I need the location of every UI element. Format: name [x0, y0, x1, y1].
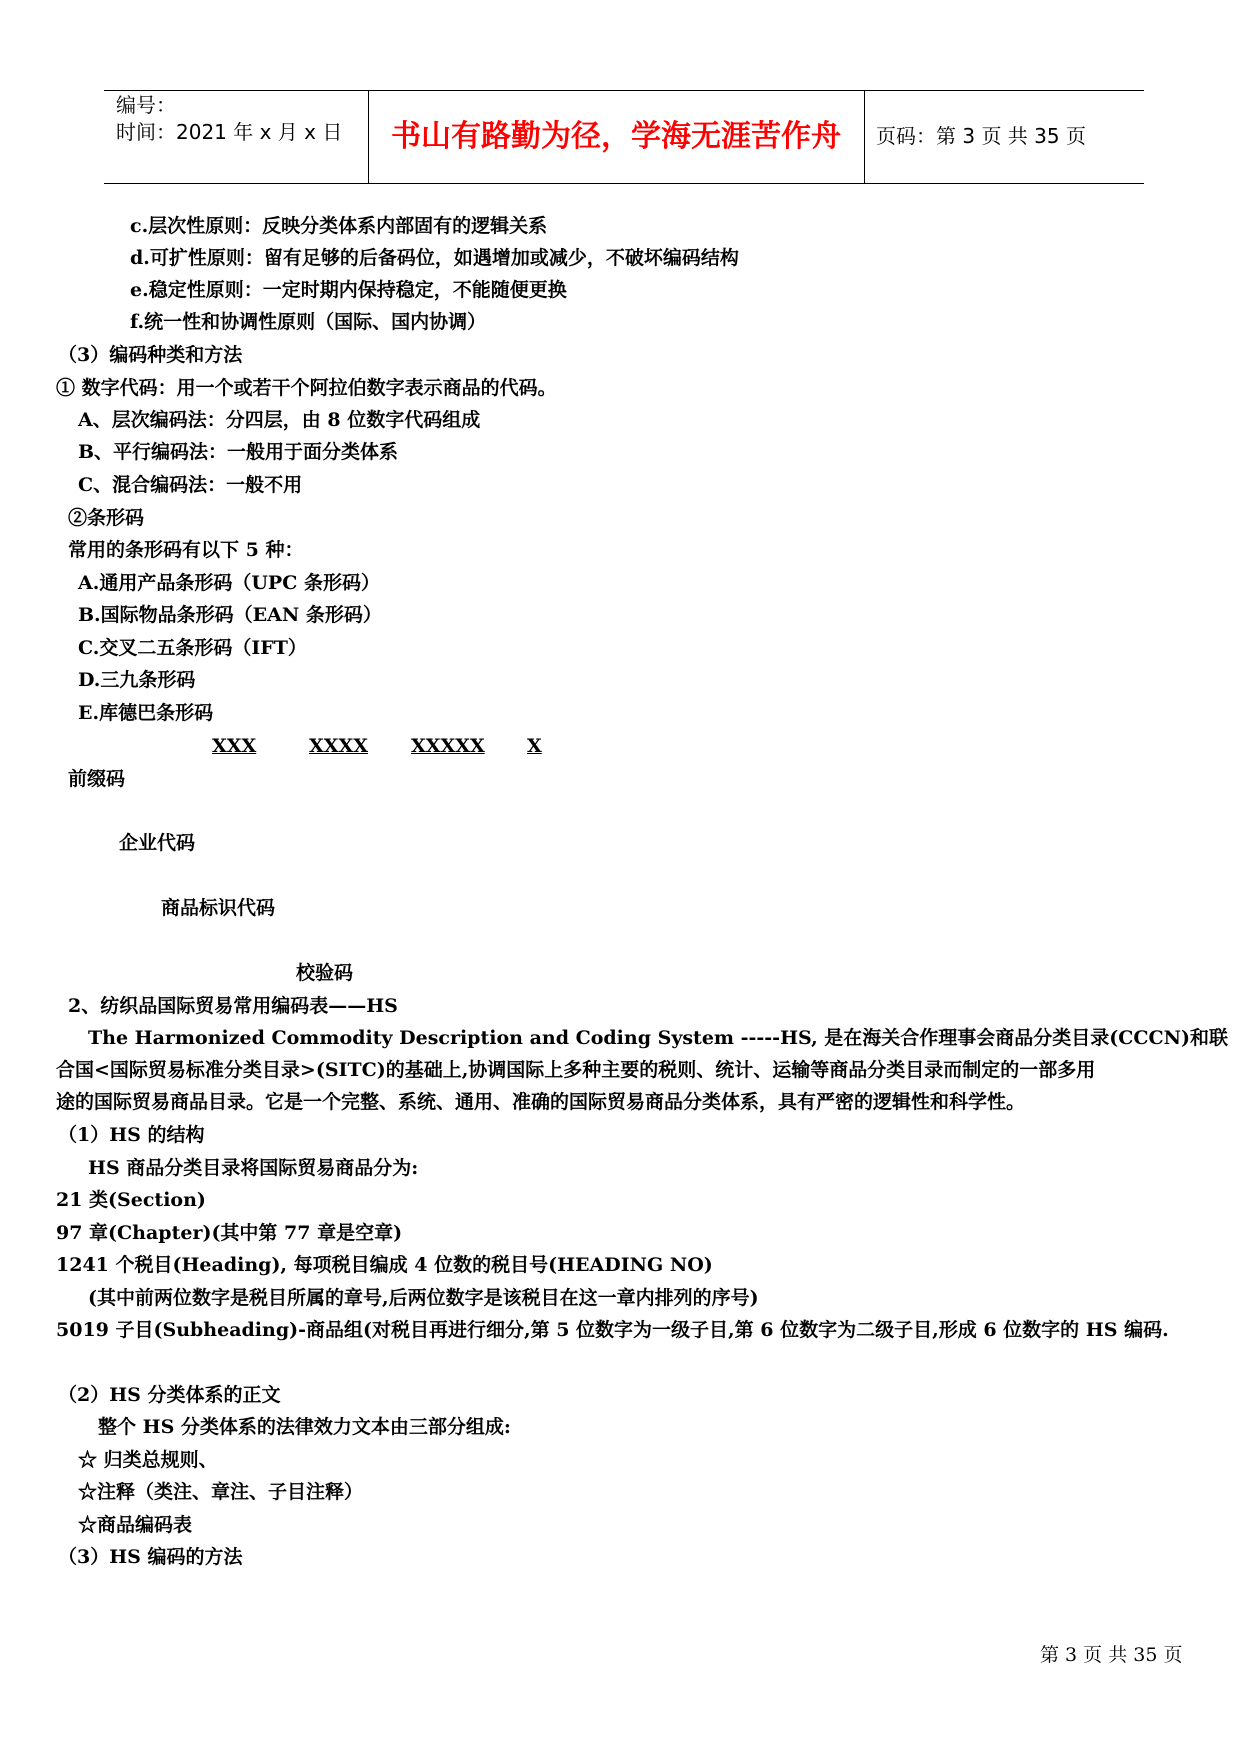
document-header: [104, 90, 1144, 184]
method-c: C、混合编码法：一般不用: [78, 474, 303, 496]
principle-c: c.层次性原则：反映分类体系内部固有的逻辑关系: [130, 215, 548, 237]
principle-d: d.可扩性原则：留有足够的后备码位，如遇增加或减少，不破坏编码结构: [130, 247, 739, 269]
hs-structure-heading: （1）HS 的结构: [58, 1124, 205, 1146]
hs-method-heading: （3）HS 编码的方法: [58, 1546, 243, 1568]
number-label: 编号：: [116, 93, 176, 117]
hs-chapters: 97 章(Chapter)(其中第 77 章是空章): [56, 1222, 403, 1244]
check-digit-label: 校验码: [296, 962, 354, 984]
barcode-a: A.通用产品条形码（UPC 条形码）: [78, 572, 380, 594]
hs-description-line1: The Harmonized Commodity Description and Coding System -----HS, 是在海关合作理事会商品分类目录(CCCN)和联: [88, 1027, 1229, 1049]
principle-e: e.稳定性原则：一定时期内保持稳定，不能随便更换: [130, 279, 567, 301]
barcode-d: D.三九条形码: [78, 669, 196, 691]
company-code-label: 企业代码: [119, 832, 196, 854]
hs-description-line3: 途的国际贸易商品目录。它是一个完整、系统、通用、准确的国际贸易商品分类体系，具有严密的逻辑性和科学性。: [56, 1091, 1026, 1113]
header-motto-cell: [368, 91, 865, 183]
method-a: A、层次编码法：分四层，由 8 位数字代码组成: [78, 409, 481, 431]
hs-part-table: ☆商品编码表: [78, 1514, 193, 1536]
time-label: 时间：2021 年 x 月 x 日: [116, 120, 343, 144]
code-segment-company: XXXX: [309, 735, 368, 757]
numeric-code-line: ① 数字代码：用一个或若干个阿拉伯数字表示商品的代码。: [56, 377, 557, 399]
hs-structure-intro: HS 商品分类目录将国际贸易商品分为:: [88, 1157, 419, 1179]
hs-part-notes: ☆注释（类注、章注、子目注释）: [78, 1481, 364, 1503]
code-segment-check: X: [527, 735, 542, 757]
barcode-c: C.交叉二五条形码（IFT）: [78, 637, 307, 659]
hs-subheadings: 5019 子目(Subheading)-商品组(对税目再进行细分,第 5 位数字为一级子目,第 6 位数字为二级子目,形成 6 位数字的 HS 编码.: [56, 1319, 1169, 1341]
barcode-heading: ②条形码: [68, 507, 145, 529]
header-meta-cell: [104, 91, 369, 183]
header-page-label: 页码：第 3 页 共 35 页: [876, 124, 1086, 148]
hs-text-intro: 整个 HS 分类体系的法律效力文本由三部分组成:: [98, 1416, 511, 1438]
hs-description-line2: 合国<国际贸易标准分类目录>(SITC)的基础上,协调国际上多种主要的税则、统计、运输等商品分类目录而制定的一部多用: [56, 1059, 1096, 1081]
barcode-intro: 常用的条形码有以下 5 种：: [68, 539, 304, 561]
hs-text-heading: （2）HS 分类体系的正文: [58, 1384, 281, 1406]
footer-page-number: 第 3 页 共 35 页: [1040, 1644, 1183, 1666]
principle-f: f.统一性和协调性原则（国际、国内协调）: [130, 311, 487, 333]
method-b: B、平行编码法：一般用于面分类体系: [78, 441, 399, 463]
prefix-code-label: 前缀码: [68, 768, 126, 790]
code-segment-item: XXXXX: [411, 735, 485, 757]
hs-sections: 21 类(Section): [56, 1189, 206, 1211]
item-code-label: 商品标识代码: [161, 897, 276, 919]
code-segment-prefix: XXX: [212, 735, 257, 757]
section-coding-types: （3）编码种类和方法: [58, 344, 243, 366]
header-motto: 书山有路勤为径，学海无涯苦作舟: [391, 119, 841, 154]
hs-headings: 1241 个税目(Heading), 每项税目编成 4 位数的税目号(HEADING NO): [56, 1254, 713, 1276]
hs-heading: 2、纺织品国际贸易常用编码表——HS: [68, 995, 398, 1017]
hs-headings-note: (其中前两位数字是税目所属的章号,后两位数字是该税目在这一章内排列的序号): [88, 1287, 759, 1309]
barcode-b: B.国际物品条形码（EAN 条形码）: [78, 604, 382, 626]
hs-part-rules: ☆ 归类总规则、: [78, 1449, 218, 1471]
barcode-e: E.库德巴条形码: [78, 702, 214, 724]
